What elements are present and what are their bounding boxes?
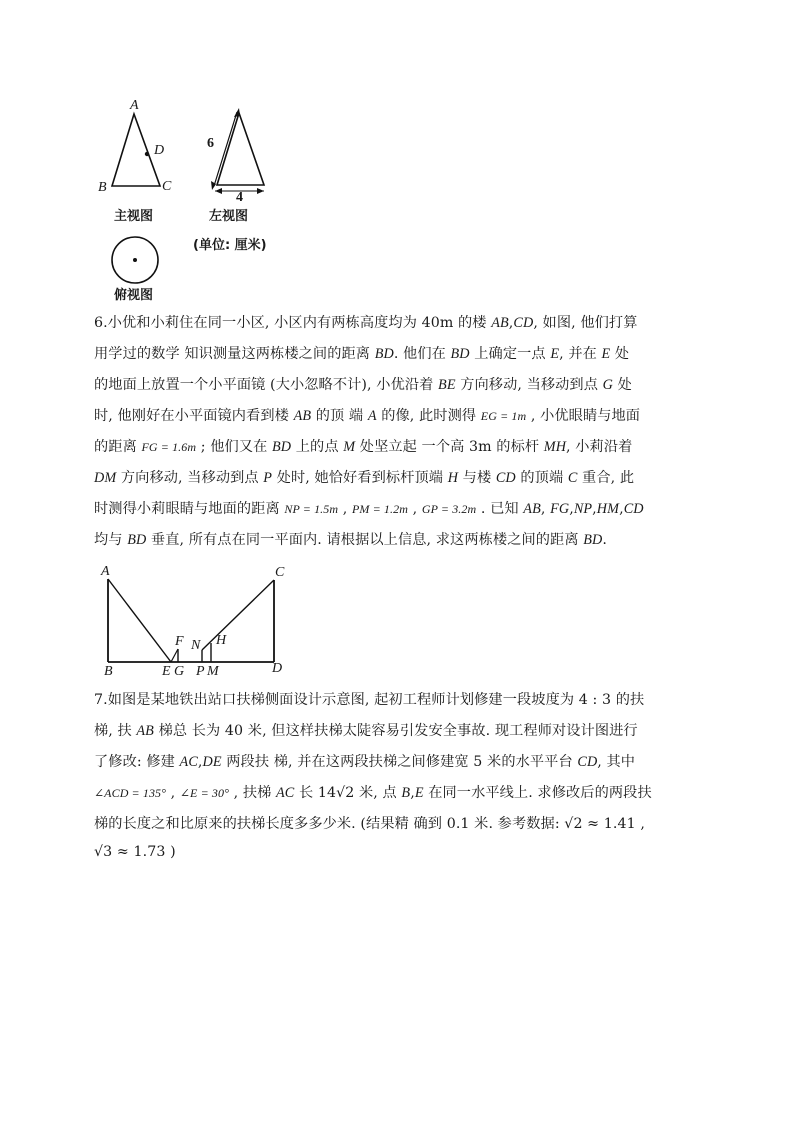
- side-view-caption: 左视图: [209, 209, 249, 224]
- problem-7-line: 了修改: 修建 AC,DE 两段扶 梯, 并在这两段扶梯之间修建宽 5 米的水平平台 CD, 其中: [94, 754, 636, 770]
- problem-6-line: 用学过的数学 知识测量这两栋楼之间的距离 BD. 他们在 BD 上确定一点 E, 并在 E 处: [94, 346, 630, 362]
- problem-6-line: 6.小优和小莉住在同一小区, 小区内有两栋高度均为 40m 的楼 AB,CD, 如图, 他们打算: [94, 315, 638, 331]
- problem-6-line: 的距离 FG = 1.6m ; 他们又在 BD 上的点 M 处坚立起 一个高 3m 的标杆 MH, 小莉沿着: [94, 439, 633, 455]
- problem-6-line: 的地面上放置一个小平面镜 (大小忽略不计), 小优沿着 BE 方向移动, 当移动到点 G 处: [94, 377, 632, 393]
- math-expression: EG = 1m: [480, 409, 527, 423]
- math-variable: CD: [623, 501, 644, 517]
- math-variable: BD: [583, 532, 603, 548]
- math-variable: G: [602, 377, 613, 393]
- fig6-label-a: A: [101, 564, 110, 579]
- math-variable: HM: [596, 501, 620, 517]
- math-expression: NP = 1.5m: [284, 502, 339, 516]
- math-variable: CD: [495, 470, 516, 486]
- math-variable: BD: [272, 439, 292, 455]
- math-variable: E: [601, 346, 611, 362]
- math-expression: FG = 1.6m: [141, 440, 197, 454]
- problem-7-line: 梯, 扶 AB 梯总 长为 40 米, 但这样扶梯太陡容易引发安全事故. 现工程师对设计图进行: [94, 723, 638, 739]
- problem-7-line: √3 ≈ 1.73 ): [94, 844, 176, 860]
- fig6-label-h: H: [216, 633, 227, 648]
- math-variable: DM: [94, 470, 117, 486]
- fig6-label-m: M: [207, 664, 219, 679]
- math-variable: A: [367, 408, 377, 424]
- label-b: B: [98, 180, 107, 195]
- math-variable: AB: [491, 315, 509, 331]
- math-variable: E: [550, 346, 560, 362]
- math-variable: BD: [450, 346, 470, 362]
- math-variable: AC: [179, 754, 198, 770]
- math-variable: CD: [577, 754, 598, 770]
- math-variable: E: [414, 785, 424, 801]
- fig6-label-e: E: [162, 664, 171, 679]
- label-c: C: [162, 179, 172, 194]
- unit-note: (单位: 厘米): [193, 238, 267, 253]
- math-variable: DE: [202, 754, 222, 770]
- math-variable: P: [263, 470, 273, 486]
- fig6-label-c: C: [275, 565, 285, 580]
- math-variable: NP: [573, 501, 593, 517]
- math-variable: B: [401, 785, 411, 801]
- math-variable: AC: [276, 785, 295, 801]
- math-expression: PM = 1.2m: [351, 502, 408, 516]
- front-view-caption: 主视图: [114, 209, 154, 224]
- top-view-caption: 俯视图: [114, 288, 154, 303]
- problem-6-line: 均与 BD 垂直, 所有点在同一平面内. 请根据以上信息, 求这两栋楼之间的距离 BD.: [94, 532, 607, 548]
- math-expression: ∠E = 30°: [179, 786, 229, 800]
- math-variable: C: [567, 470, 578, 486]
- side-base-label: 4: [236, 190, 243, 205]
- fig6-label-f: F: [175, 634, 184, 649]
- label-d: D: [154, 143, 165, 158]
- math-variable: AB: [293, 408, 312, 424]
- fig6-label-d: D: [272, 661, 283, 676]
- problem-7-line: 7.如图是某地铁出站口扶梯侧面设计示意图, 起初工程师计划修建一段坡度为 4 : 3 的扶: [94, 692, 645, 708]
- fig6-label-n: N: [191, 638, 201, 653]
- math-variable: BD: [127, 532, 147, 548]
- math-expression: ∠ACD = 135°: [94, 786, 167, 800]
- math-variable: CD: [513, 315, 534, 331]
- side-height-label: 6: [207, 136, 214, 151]
- math-variable: FG: [550, 501, 570, 517]
- problem-6-line: 时测得小莉眼睛与地面的距离 NP = 1.5m , PM = 1.2m , GP = 3.2m . 已知 AB, FG,NP,HM,CD: [94, 501, 644, 517]
- problem-6-line: 时, 他刚好在小平面镜内看到楼 AB 的顶 端 A 的像, 此时测得 EG = 1m , 小优眼睛与地面: [94, 408, 641, 424]
- math-variable: AB: [136, 723, 154, 739]
- fig6-label-g: G: [174, 664, 185, 679]
- math-variable: M: [343, 439, 356, 455]
- math-expression: GP = 3.2m: [421, 502, 477, 516]
- math-variable: BE: [438, 377, 456, 393]
- fig6-label-b: B: [104, 664, 113, 679]
- problem-6-line: DM 方向移动, 当移动到点 P 处时, 她恰好看到标杆顶端 H 与楼 CD 的顶端 C 重合, 此: [94, 470, 635, 486]
- problem-7-line: ∠ACD = 135° , ∠E = 30° , 扶梯 AC 长 14√2 米, 点 B,E 在同一水平线上. 求修改后的两段扶: [94, 785, 652, 801]
- math-variable: AB: [523, 501, 541, 517]
- fig6-label-p: P: [196, 664, 205, 679]
- math-variable: MH: [543, 439, 567, 455]
- label-a: A: [130, 98, 139, 113]
- math-variable: H: [447, 470, 459, 486]
- problem-7-line: 梯的长度之和比原来的扶梯长度多多少米. (结果精 确到 0.1 米. 参考数据: √2 ≈ 1.41 ,: [94, 816, 645, 832]
- math-variable: BD: [374, 346, 394, 362]
